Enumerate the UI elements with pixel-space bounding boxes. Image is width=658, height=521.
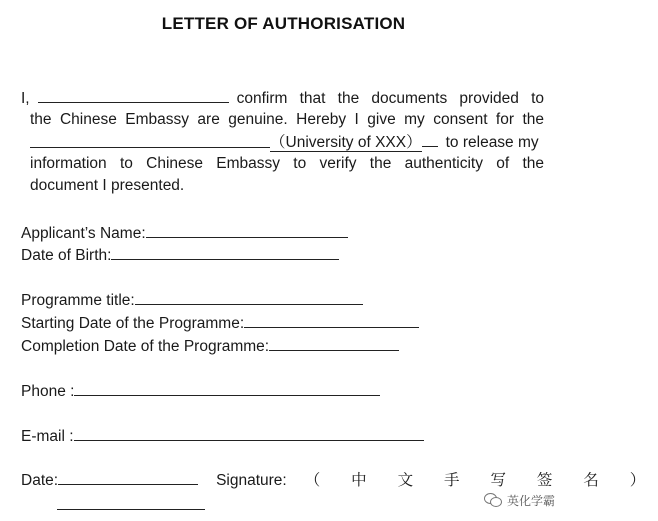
- university-blank-left: [30, 133, 270, 147]
- programme-title-field[interactable]: [21, 290, 363, 310]
- paragraph-line-4: information to Chinese Embassy to verify the authenticity of the: [30, 155, 544, 172]
- university-blank-right: [422, 132, 438, 147]
- paragraph-line-3-text: to release my: [445, 134, 539, 151]
- completion-date-label: Completion Date of the Programme:: [21, 338, 270, 355]
- chat-bubble-icon: [484, 492, 502, 508]
- email-line[interactable]: [74, 426, 424, 441]
- paragraph-line-5: document I presented.: [30, 177, 185, 194]
- date-signature-row: [21, 470, 658, 490]
- paragraph-line-3: [30, 132, 544, 152]
- phone-label: Phone :: [21, 383, 75, 400]
- paragraph-pronoun: I,: [21, 90, 30, 107]
- watermark: [484, 489, 555, 511]
- paragraph-line-1-text: confirm that the documents provided to: [236, 90, 544, 107]
- paragraph-line-2: the Chinese Embassy are genuine. Hereby I give my consent for the: [30, 111, 544, 128]
- completion-date-field[interactable]: [21, 336, 399, 356]
- starting-date-field[interactable]: [21, 313, 419, 333]
- signature-continuation-line: [57, 509, 205, 510]
- name-blank: [38, 88, 229, 103]
- watermark-text: 英化学霸: [506, 493, 555, 508]
- email-field[interactable]: [21, 426, 424, 446]
- date-of-birth-line[interactable]: [111, 245, 339, 260]
- phone-line[interactable]: [74, 381, 380, 396]
- programme-title-label: Programme title:: [21, 292, 135, 309]
- starting-date-label: Starting Date of the Programme:: [21, 315, 245, 332]
- starting-date-line[interactable]: [244, 313, 419, 328]
- university-placeholder: （University of XXX）: [270, 134, 422, 151]
- date-line[interactable]: [58, 470, 198, 485]
- applicant-name-label: Applicant’s Name:: [21, 225, 146, 242]
- signature-note: （ 中 文 手 写 签 名 ）: [304, 471, 658, 489]
- programme-title-line[interactable]: [135, 290, 363, 305]
- document-title: LETTER OF AUTHORISATION: [161, 14, 406, 33]
- date-of-birth-field[interactable]: [21, 245, 339, 265]
- email-label: E-mail :: [21, 428, 74, 445]
- signature-label: Signature:: [216, 472, 287, 489]
- paragraph-line-1: [21, 88, 544, 108]
- completion-date-line[interactable]: [269, 336, 399, 351]
- university-underline: [30, 147, 270, 148]
- applicant-name-field[interactable]: [21, 223, 348, 243]
- applicant-name-line[interactable]: [146, 223, 348, 238]
- phone-field[interactable]: [21, 381, 380, 401]
- date-label: Date:: [21, 472, 59, 489]
- date-of-birth-label: Date of Birth:: [21, 247, 112, 264]
- consent-paragraph: [21, 88, 544, 198]
